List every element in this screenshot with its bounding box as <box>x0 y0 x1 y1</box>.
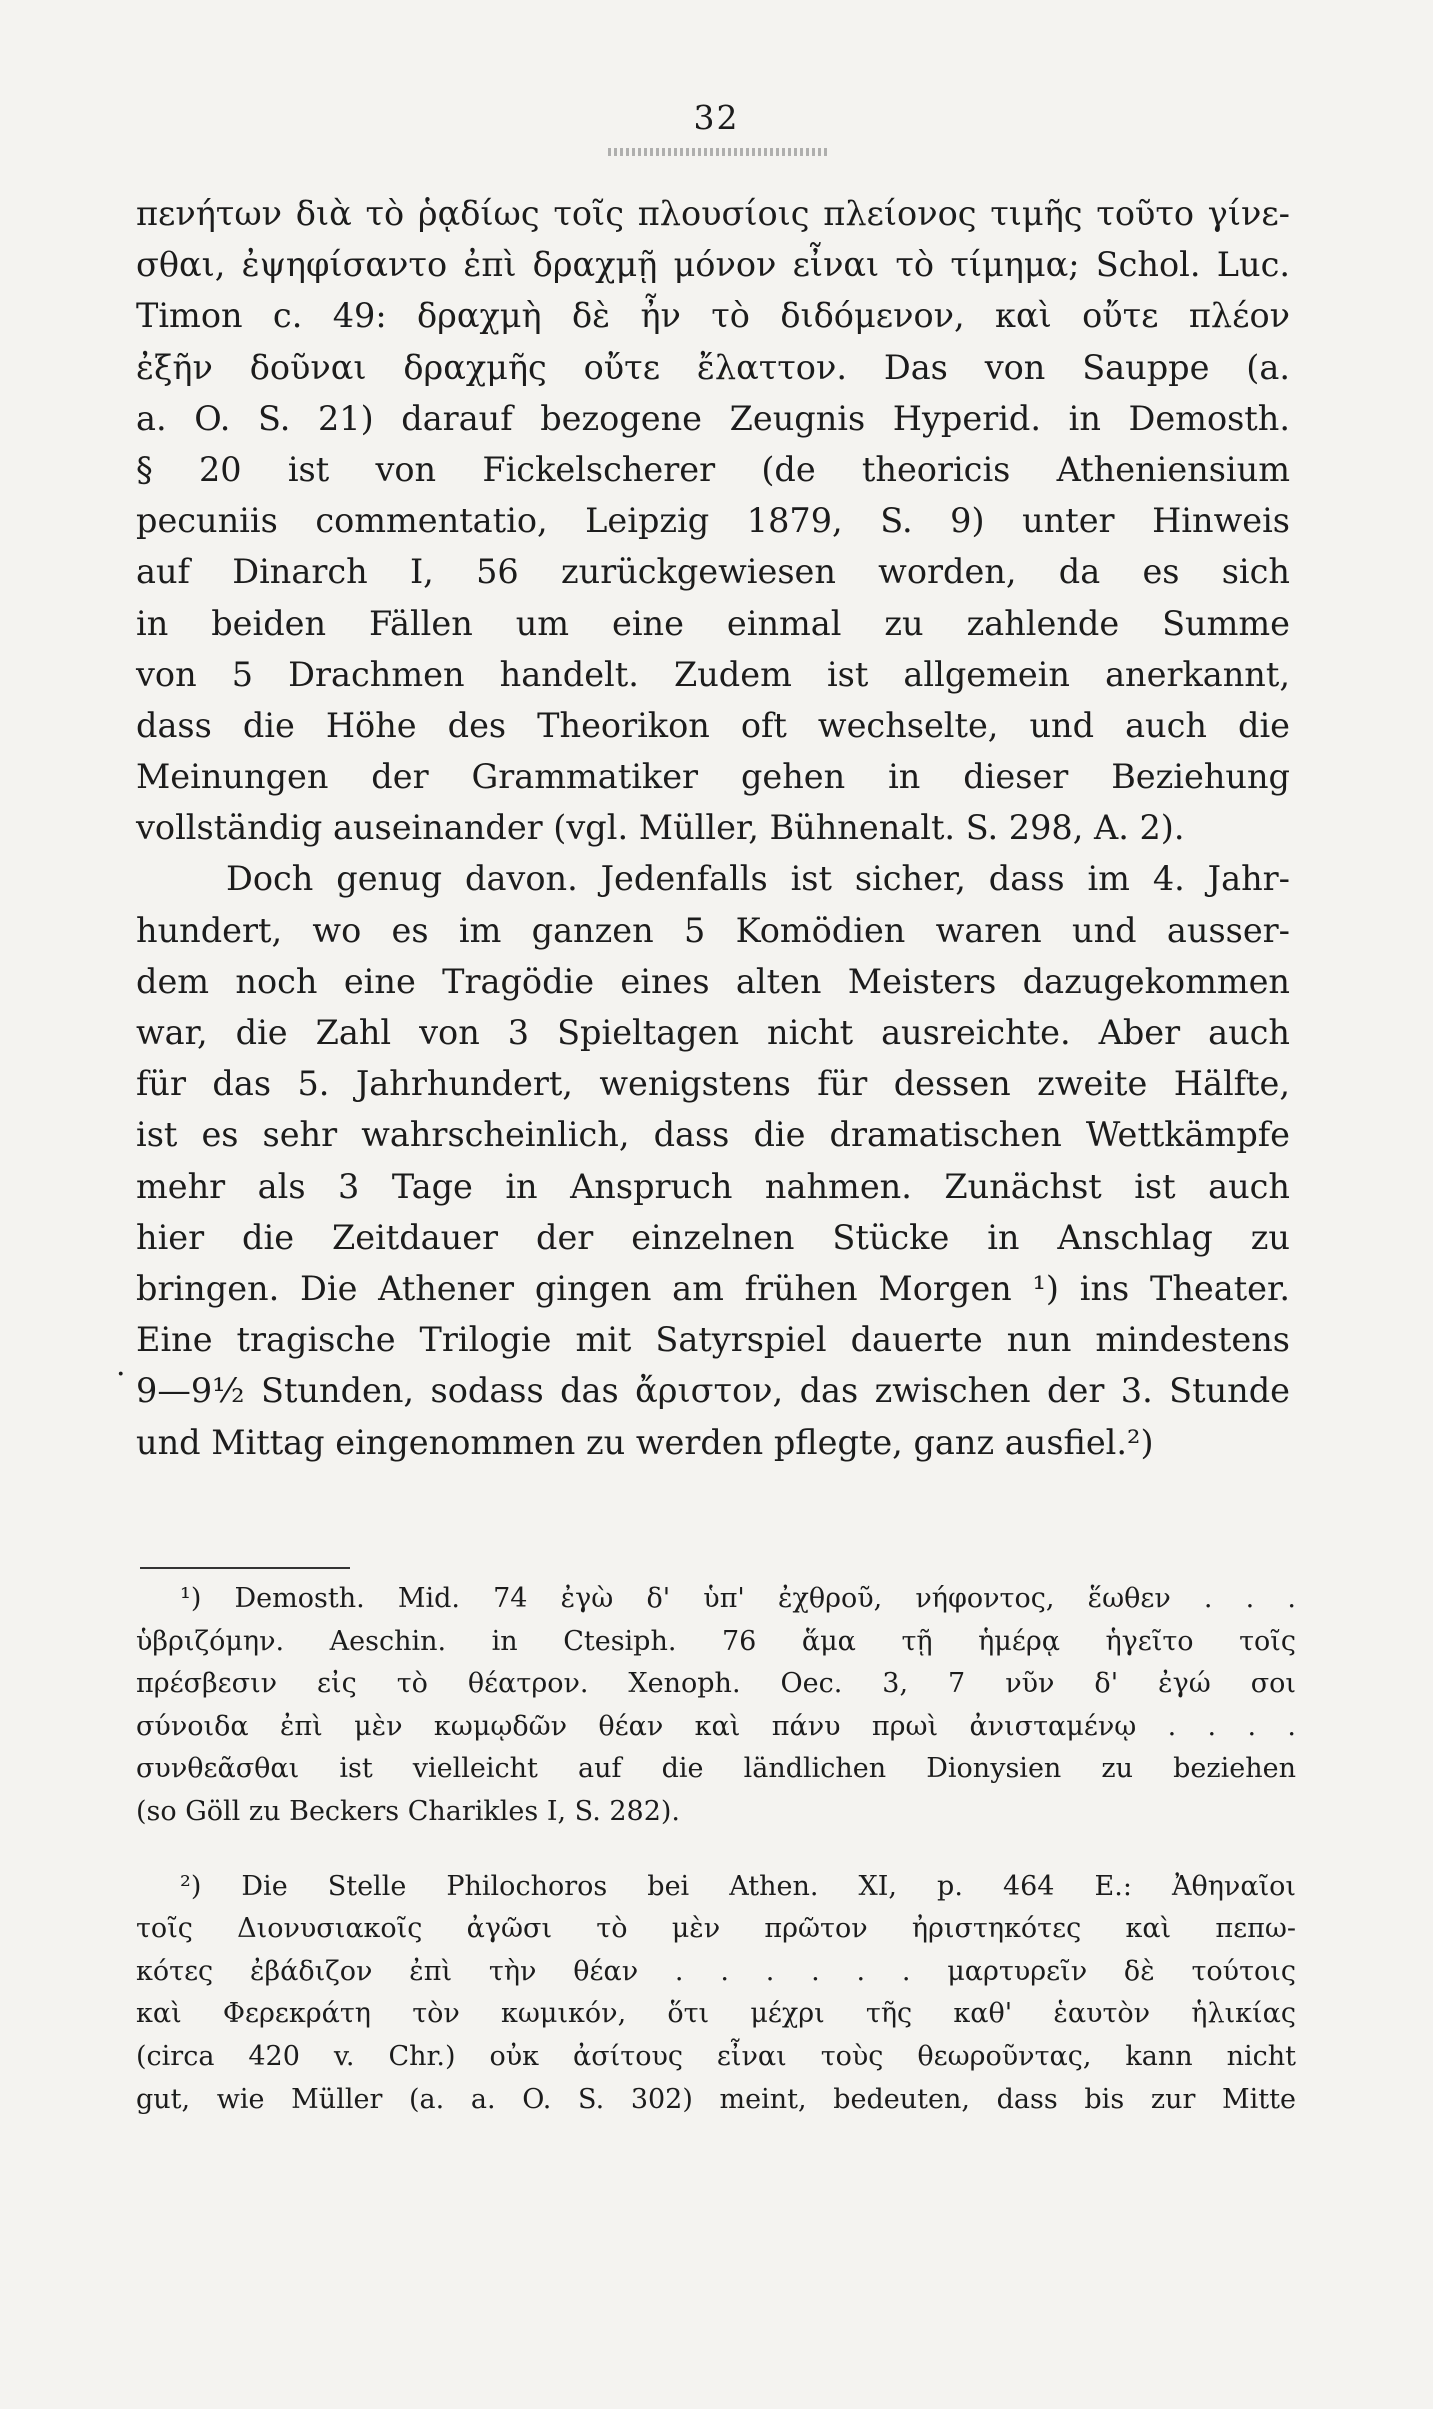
footnote-1-line: ὑβριζόμην. Aeschin. in Ctesiph. 76 ἅμα τῇ ἡμέρᾳ ἡγεῖτο τοῖς <box>136 1625 1296 1657</box>
text-line: § 20 ist von Fickelscherer (de theoricis Atheniensium <box>136 449 1290 489</box>
page-number: 32 <box>693 98 740 137</box>
footnote-divider <box>140 1567 350 1569</box>
footnote-2-line: gut, wie Müller (a. a. O. S. 302) meint, bedeuten, dass bis zur Mitte <box>136 2083 1296 2115</box>
footnote-2-line: κότες ἐβάδιζον ἐπὶ τὴν θέαν . . . . . . μαρτυρεῖν δὲ τούτοις <box>136 1955 1296 1987</box>
text-line: auf Dinarch I, 56 zurückgewiesen worden, da es sich <box>136 552 1290 592</box>
text-line: Doch genug davon. Jedenfalls ist sicher, dass im 4. Jahr- <box>226 859 1290 899</box>
footnote-1-line: (so Göll zu Beckers Charikles I, S. 282). <box>136 1795 681 1827</box>
text-line: vollständig auseinander (vgl. Müller, Bühnenalt. S. 298, A. 2). <box>136 808 1185 848</box>
text-line: 9—9½ Stunden, sodass das ἄριστον, das zwischen der 3. Stunde <box>136 1371 1290 1411</box>
text-line: dem noch eine Tragödie eines alten Meisters dazugekommen <box>136 961 1290 1001</box>
footnote-1-line: ¹) Demosth. Mid. 74 ἐγὼ δ' ὑπ' ἐχθροῦ, νήφοντος, ἕωθεν . . . <box>180 1583 1296 1614</box>
text-line: hier die Zeitdauer der einzelnen Stücke in Anschlag zu <box>136 1217 1290 1257</box>
text-line: war, die Zahl von 3 Spieltagen nicht ausreichte. Aber auch <box>136 1013 1290 1052</box>
text-line: Eine tragische Trilogie mit Satyrspiel dauerte nun mindestens <box>136 1320 1290 1360</box>
footnote-1-line: συνθεᾶσθαι ist vielleicht auf die ländlichen Dionysien zu beziehen <box>136 1753 1296 1785</box>
stray-dot-mark: · <box>116 1357 126 1392</box>
text-line: a. O. S. 21) darauf bezogene Zeugnis Hyperid. in Demosth. <box>136 398 1290 438</box>
text-line: πενήτων διὰ τὸ ῥᾳδίως τοῖς πλουσίοις πλείονος τιμῆς τοῦτο γίνε- <box>136 194 1290 233</box>
header-ornament <box>608 148 828 156</box>
main-text <box>136 188 1290 1468</box>
text-line: ist es sehr wahrscheinlich, dass die dramatischen Wettkämpfe <box>136 1115 1290 1155</box>
footnote-2-line: τοῖς Διονυσιακοῖς ἀγῶσι τὸ μὲν πρῶτον ἠριστηκότες καὶ πεπω- <box>136 1913 1296 1945</box>
text-line: von 5 Drachmen handelt. Zudem ist allgemein anerkannt, <box>136 654 1290 694</box>
footnote-1-line: σύνοιδα ἐπὶ μὲν κωμῳδῶν θέαν καὶ πάνυ πρωὶ ἀνισταμένῳ . . . . <box>136 1710 1296 1742</box>
text-line: und Mittag eingenommen zu werden pflegte, ganz ausfiel.²) <box>136 1422 1154 1462</box>
text-line: dass die Höhe des Theorikon oft wechselte, und auch die <box>136 705 1290 745</box>
text-line: Meinungen der Grammatiker gehen in dieser Beziehung <box>136 757 1290 797</box>
text-line: in beiden Fällen um eine einmal zu zahlende Summe <box>136 603 1290 643</box>
text-line: ἐξῆν δοῦναι δραχμῆς οὔτε ἔλαττον. Das von Sauppe (a. <box>136 347 1290 387</box>
footnote-2-line: (circa 420 v. Chr.) οὐκ ἀσίτους εἶναι τοὺς θεωροῦντας, kann nicht <box>136 2040 1296 2072</box>
text-line: hundert, wo es im ganzen 5 Komödien waren und ausser- <box>136 910 1290 950</box>
footnote-1-line: πρέσβεσιν εἰς τὸ θέατρον. Xenoph. Oec. 3, 7 νῦν δ' ἐγώ σοι <box>136 1668 1296 1700</box>
text-line: pecuniis commentatio, Leipzig 1879, S. 9) unter Hinweis <box>136 501 1290 541</box>
footnote-2-line: καὶ Φερεκράτη τὸν κωμικόν, ὅτι μέχρι τῆς καθ' ἑαυτὸν ἡλικίας <box>136 1998 1296 2030</box>
text-line: für das 5. Jahrhundert, wenigstens für dessen zweite Hälfte, <box>136 1064 1290 1104</box>
footnote-2-line: ²) Die Stelle Philochoros bei Athen. XI, p. 464 E.: Ἀθηναῖοι <box>180 1870 1296 1902</box>
text-line: σθαι, ἐψηφίσαντο ἐπὶ δραχμῇ μόνον εἶναι τὸ τίμημα; Schol. Luc. <box>136 245 1290 285</box>
footnotes <box>136 1578 1296 2121</box>
text-line: mehr als 3 Tage in Anspruch nahmen. Zunächst ist auch <box>136 1166 1290 1206</box>
text-line: Timon c. 49: δραχμὴ δὲ ἦν τὸ διδόμενον, καὶ οὔτε πλέον <box>136 296 1290 336</box>
footnote-spacer <box>136 1834 1296 1866</box>
text-line: bringen. Die Athener gingen am frühen Morgen ¹) ins Theater. <box>136 1268 1290 1308</box>
